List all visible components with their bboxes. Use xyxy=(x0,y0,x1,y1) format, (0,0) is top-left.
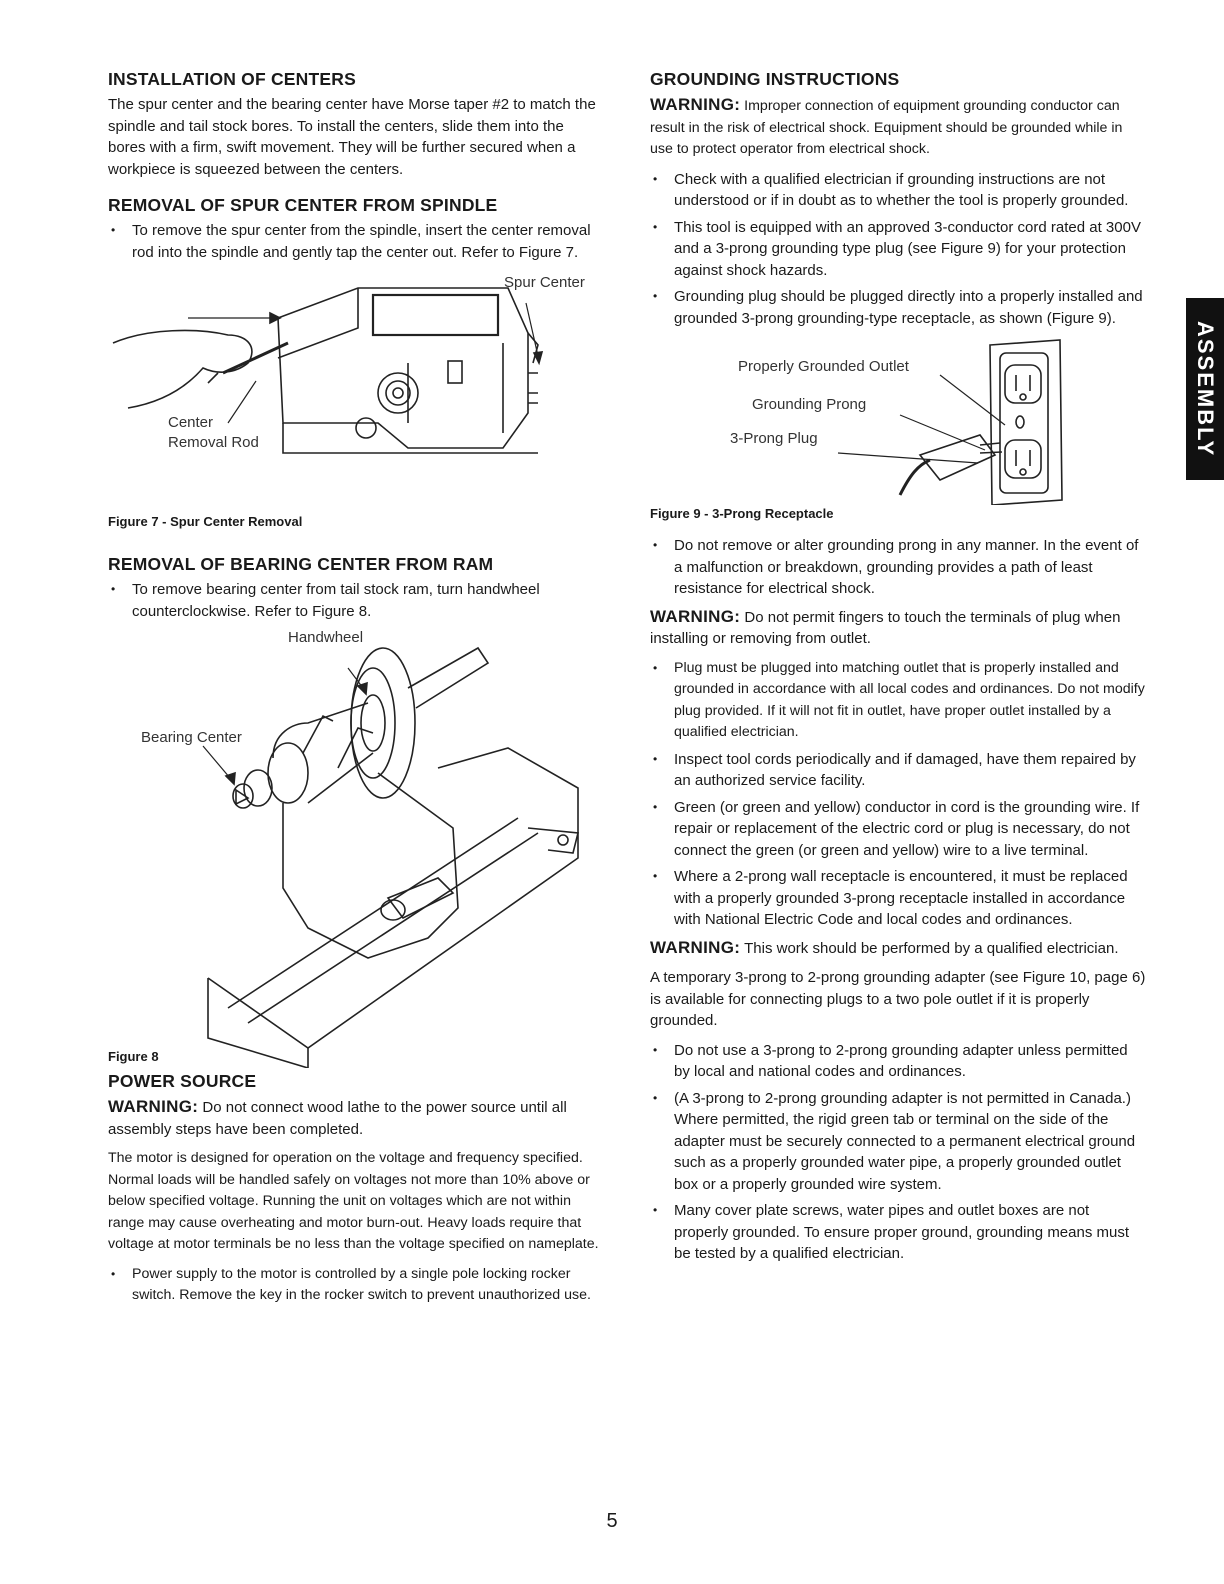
right-column xyxy=(650,68,1146,1271)
list-item: • (A 3-prong to 2-prong grounding adapter is not permitted in Canada.) Where permitted, the rigid green tab or terminal on the side of the adapter must be securely connected to a permanent electrical ground such as a properly grounded water pipe, a properly grounded outlet box or a properly grounded wire system. xyxy=(650,1088,1146,1196)
installation-heading: INSTALLATION OF CENTERS xyxy=(108,69,356,89)
warning-text: Improper connection of equipment grounding conductor can result in the risk of electrical shock. Equipment should be grounded while in use to protect operator from electrical shock. xyxy=(650,98,1123,157)
warning-label: WARNING: xyxy=(650,95,741,114)
warning-text: Do not connect wood lathe to the power source until all assembly steps have been completed. xyxy=(108,1099,567,1138)
list-item: • Where a 2-prong wall receptacle is encountered, it must be replaced with a properly grounded 3-prong receptacle installed in accordance with National Electric Code and local codes and ordinances. xyxy=(650,866,1146,931)
list-item: • To remove bearing center from tail stock ram, turn handwheel counterclockwise. Refer to Figure 8. xyxy=(108,579,603,622)
removal-bearing-heading: REMOVAL OF BEARING CENTER FROM RAM xyxy=(108,554,494,574)
figure-9 xyxy=(650,335,1146,505)
list-item: • Many cover plate screws, water pipes and outlet boxes are not properly grounded. To ensure proper ground, grounding means must be tested by a qualified electrician. xyxy=(650,1200,1146,1265)
left-column xyxy=(108,68,603,1313)
plug-list xyxy=(650,658,1146,931)
power-heading: POWER SOURCE xyxy=(108,1071,257,1091)
warning-label: WARNING: xyxy=(650,937,741,957)
assembly-side-tab xyxy=(1186,298,1224,480)
warning-label: WARNING: xyxy=(108,1097,199,1116)
list-item: • Plug must be plugged into matching outlet that is properly installed and grounded in accordance with all local codes and ordinances. Do not modify plug provided. If it will not fit in outlet, have proper outlet installed by a qualified electrician. xyxy=(650,658,1146,744)
figure-9-caption: Figure 9 - 3-Prong Receptacle xyxy=(650,506,834,521)
power-body: The motor is designed for operation on the voltage and frequency specified. Normal loads will be handled safely on voltages not more than 10% above or below specified voltage. Running the unit on voltages which are not within range may cause overheating and motor burn-out. Heavy loads require that voltage at motor terminals be no less than the voltage specified on nameplate. xyxy=(108,1150,599,1252)
label-prong: Grounding Prong xyxy=(752,396,867,413)
list-item: • Do not remove or alter grounding prong in any manner. In the event of a malfunction or breakdown, grounding provides a path of least resistance for electrical shock. xyxy=(650,535,1146,600)
after-fig-list xyxy=(650,535,1146,600)
figure-7-caption: Figure 7 - Spur Center Removal xyxy=(108,514,303,529)
bearing-center-illustration xyxy=(108,628,603,1068)
list-item: • Green (or green and yellow) conductor in cord is the grounding wire. If repair or replacement of the electric cord or plug is necessary, do not connect the green (or green and yellow) wire to a live terminal. xyxy=(650,797,1146,862)
grounding-heading: GROUNDING INSTRUCTIONS xyxy=(650,69,900,89)
label-outlet: Properly Grounded Outlet xyxy=(738,358,909,375)
list-item: • Power supply to the motor is controlled by a single pole locking rocker switch. Remove the key in the rocker switch to prevent unauthorized use. xyxy=(108,1264,603,1307)
installation-body: The spur center and the bearing center have Morse taper #2 to match the spindle and tail stock bores. To install the centers, slide them into the bores with a firm, swift movement. They will be further secured when a workpiece is squeezed between the centers. xyxy=(108,96,596,178)
figure-8-caption: Figure 8 xyxy=(108,1049,159,1064)
list-item: • Grounding plug should be plugged directly into a properly installed and grounded 3-prong grounding-type receptacle, as shown (Figure 9). xyxy=(650,286,1146,329)
warning-2 xyxy=(650,606,1146,650)
warning-text: This work should be performed by a qualified electrician. xyxy=(740,939,1119,957)
label-plug: 3-Prong Plug xyxy=(730,430,818,447)
figure-8 xyxy=(108,628,603,1068)
power-list xyxy=(108,1264,603,1307)
warning-label: WARNING: xyxy=(650,606,741,626)
label-handwheel: Handwheel xyxy=(288,629,364,646)
label-center: Center xyxy=(168,414,214,431)
removal-bearing-list xyxy=(108,579,603,622)
side-tab-label: ASSEMBLY xyxy=(1193,320,1218,458)
list-item: • This tool is equipped with an approved 3-conductor cord rated at 300V and a 3-prong grounding type plug (see Figure 9) for your protection against shock hazards. xyxy=(650,217,1146,282)
grounding-list xyxy=(650,169,1146,330)
warning-3 xyxy=(650,937,1146,960)
figure-7 xyxy=(108,273,603,513)
label-removal-rod: Removal Rod xyxy=(168,434,259,451)
list-item: • Check with a qualified electrician if grounding instructions are not understood or if in doubt as to whether the tool is properly grounded. xyxy=(650,169,1146,212)
warning-text: Do not permit fingers to touch the terminals of plug when installing or removing from outlet. xyxy=(650,608,1121,647)
list-item: • Do not use a 3-prong to 2-prong grounding adapter unless permitted by local and national codes and ordinances. xyxy=(650,1040,1146,1083)
label-bearing-center: Bearing Center xyxy=(141,729,242,746)
adapter-paragraph: A temporary 3-prong to 2-prong grounding adapter (see Figure 10, page 6) is available for connecting plugs to a two pole outlet if it is properly grounded. xyxy=(650,969,1146,1029)
list-item: • Inspect tool cords periodically and if damaged, have them repaired by an authorized service facility. xyxy=(650,749,1146,792)
adapter-list xyxy=(650,1040,1146,1265)
spur-center-removal-illustration xyxy=(108,273,603,513)
power-warning xyxy=(108,1096,603,1140)
removal-spur-list xyxy=(108,220,603,263)
removal-spur-heading: REMOVAL OF SPUR CENTER FROM SPINDLE xyxy=(108,195,498,215)
grounding-warning xyxy=(650,94,1146,161)
label-spur-center: Spur Center xyxy=(504,274,585,291)
list-item: • To remove the spur center from the spindle, insert the center removal rod into the spindle and gently tap the center out. Refer to Figure 7. xyxy=(108,220,603,263)
page-number: 5 xyxy=(606,1510,618,1532)
